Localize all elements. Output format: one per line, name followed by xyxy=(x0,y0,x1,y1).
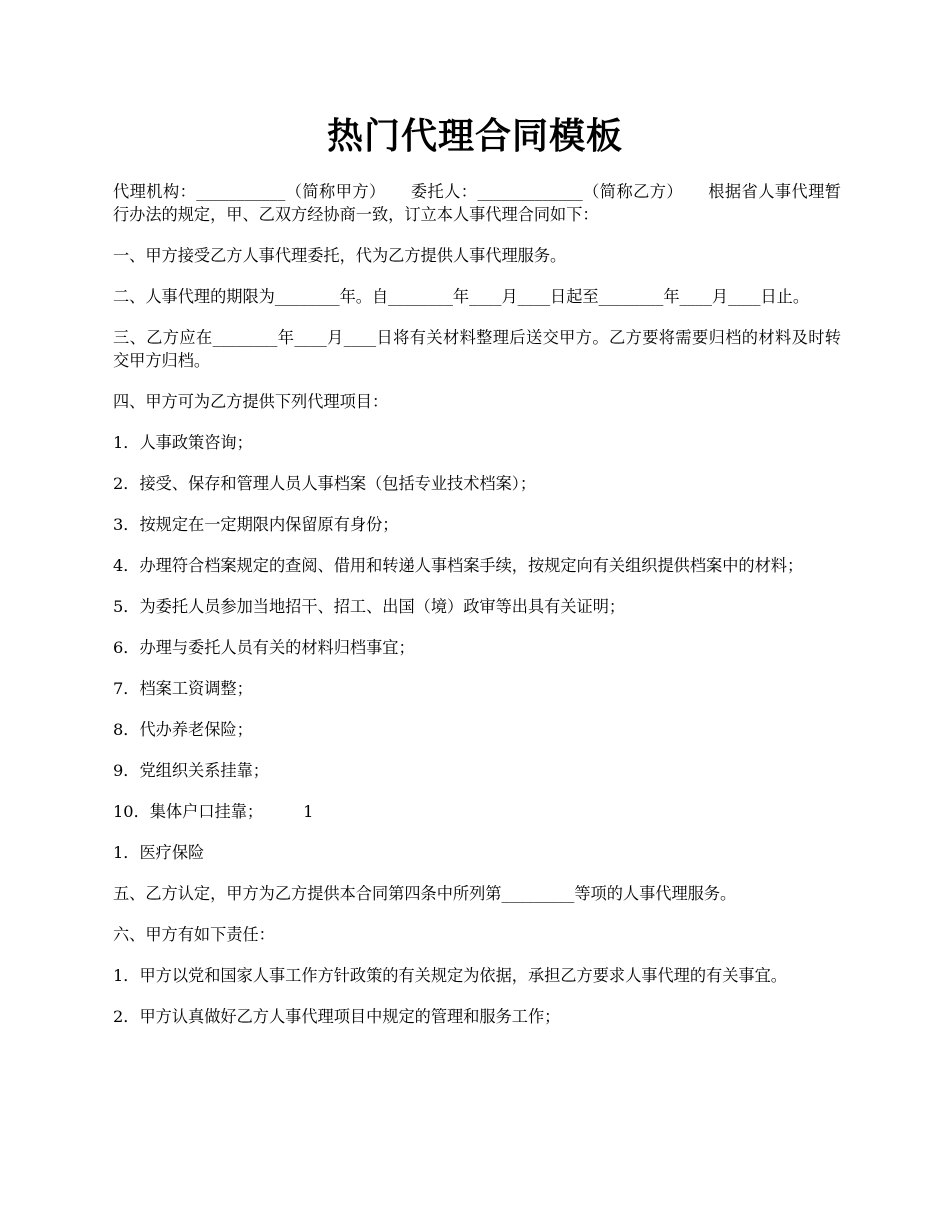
list-item: 1．医疗保险 xyxy=(113,843,205,862)
paragraph-preamble: 代理机构：___________（简称甲方） 委托人：_____________（简称乙方） 根据省人事代理暂行办法的规定，甲、乙双方经协商一致，订立本人事代理合同如下： xyxy=(113,182,841,224)
list-item: 2．接受、保存和管理人员人事档案（包括专业技术档案）； xyxy=(113,474,537,493)
paragraph-article-3: 三、乙方应在________年____月____日将有关材料整理后送交甲方。乙方要将需要归档的材料及时转交甲方归档。 xyxy=(113,328,841,370)
list-item: 1．人事政策咨询； xyxy=(113,433,253,452)
paragraph-article-2: 二、人事代理的期限为________年。自________年____月____日起至________年____月____日止。 xyxy=(113,287,810,306)
list-item: 1．甲方以党和国家人事工作方针政策的有关规定为依据，承担乙方要求人事代理的有关事宜。 xyxy=(113,966,787,985)
list-item: 9．党组织关系挂靠； xyxy=(113,761,269,780)
list-item: 7．档案工资调整； xyxy=(113,679,253,698)
document-body xyxy=(113,180,841,1046)
list-item: 2．甲方认真做好乙方人事代理项目中规定的管理和服务工作； xyxy=(113,1007,561,1026)
paragraph-article-1: 一、甲方接受乙方人事代理委托，代为乙方提供人事代理服务。 xyxy=(113,246,567,265)
list-item-with-page-number xyxy=(113,800,841,823)
list-item: 8．代办养老保险； xyxy=(113,720,253,739)
document-title: 热门代理合同模板 xyxy=(326,115,623,157)
list-item: 6．办理与委托人员有关的材料归档事宜； xyxy=(113,638,415,657)
list-item: 3．按规定在一定期限内保留原有身份； xyxy=(113,515,399,534)
list-item: 4．办理符合档案规定的查阅、借用和转递人事档案手续，按规定向有关组织提供档案中的材料； xyxy=(113,556,804,575)
list-item-text: 10．集体户口挂靠； xyxy=(113,802,264,821)
list-item: 5．为委托人员参加当地招干、招工、出国（境）政审等出具有关证明； xyxy=(113,597,626,616)
paragraph-article-6: 六、甲方有如下责任： xyxy=(113,925,275,944)
page-number: 1 xyxy=(303,802,314,821)
paragraph-article-4: 四、甲方可为乙方提供下列代理项目： xyxy=(113,392,389,411)
paragraph-article-5: 五、乙方认定，甲方为乙方提供本合同第四条中所列第_________等项的人事代理服务。 xyxy=(113,884,737,903)
